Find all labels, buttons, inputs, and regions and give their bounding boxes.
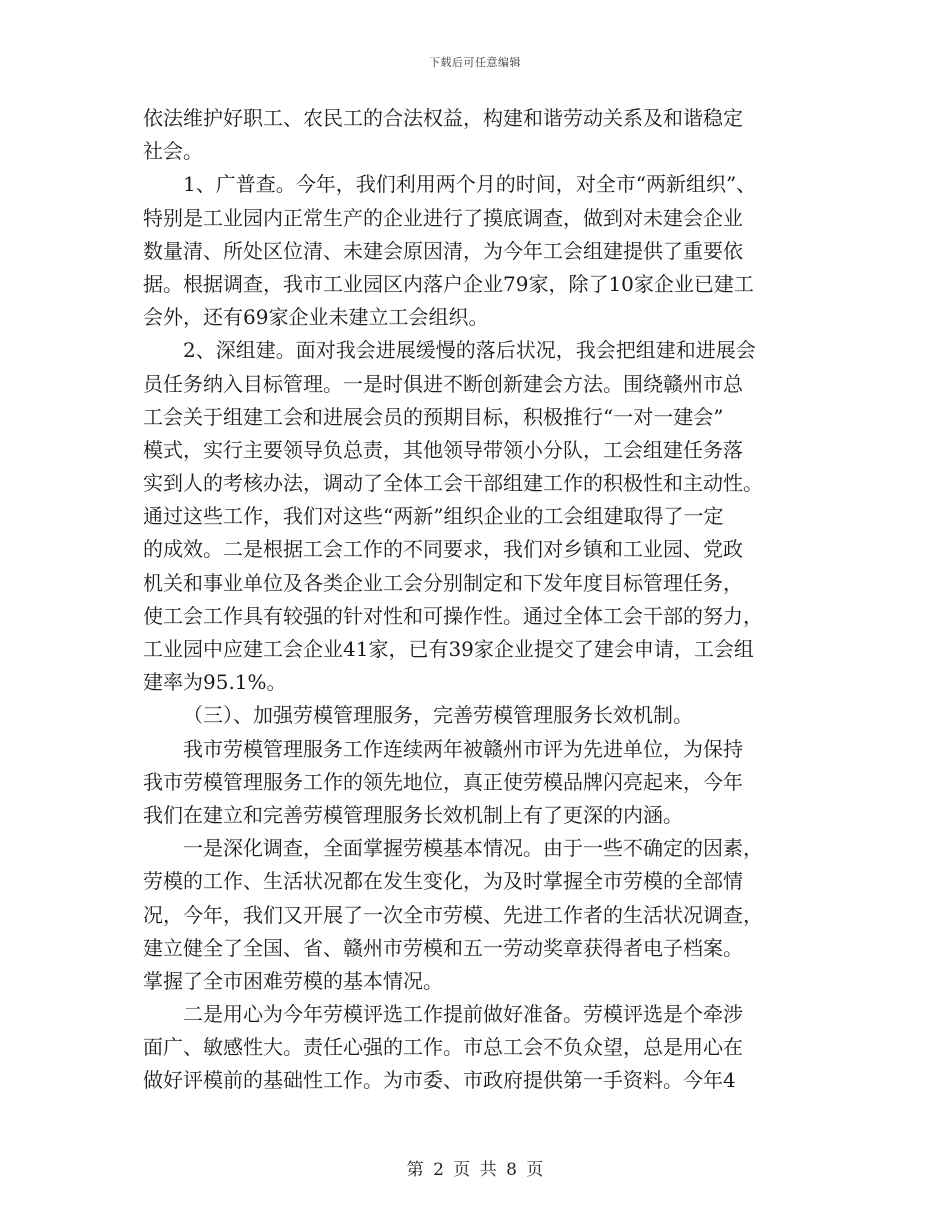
text-line: 2、深组建。面对我会进展缓慢的落后状况，我会把组建和进展会 (183, 338, 756, 363)
text-line: 一是深化调查，全面掌握劳模基本情况。由于一些不确定的因素， (183, 836, 763, 861)
text-line: （三）、加强劳模管理服务，完善劳模管理服务长效机制。 (183, 703, 693, 728)
text-line: 掌握了全市困难劳模的基本情况。 (143, 968, 443, 993)
text-line: 依法维护好职工、农民工的合法权益，构建和谐劳动关系及和谐稳定 (143, 106, 743, 130)
text-line: 建立健全了全国、省、赣州市劳模和五一劳动奖章获得者电子档案。 (143, 935, 743, 960)
text-line: 劳模的工作、生活状况都在发生变化，为及时掌握全市劳模的全部情 (143, 869, 743, 894)
text-line: 通过这些工作，我们对这些“两新”组织企业的工会组建取得了一定 (143, 504, 724, 529)
text-line: 做好评模前的基础性工作。为市委、市政府提供第一手资料。今年4 (143, 1068, 736, 1093)
text-line: 会外，还有69家企业未建立工会组织。 (143, 305, 489, 330)
text-line: 员任务纳入目标管理。一是时俱进不断创新建会方法。围绕赣州市总 (143, 371, 743, 396)
document-body (143, 102, 803, 1098)
text-line: 机关和事业单位及各类企业工会分别制定和下发年度目标管理任务， (143, 570, 743, 595)
text-line: 实到人的考核办法，调动了全体工会干部组建工作的积极性和主动性。 (143, 471, 763, 496)
text-line: 况，今年，我们又开展了一次全市劳模、先进工作者的生活状况调查， (143, 902, 763, 927)
text-line: 数量清、所处区位清、未建会原因清，为今年工会组建提供了重要依 (143, 238, 743, 263)
page-header: 下载后可任意编辑 (429, 56, 521, 69)
text-line: 我们在建立和完善劳模管理服务长效机制上有了更深的内涵。 (143, 802, 683, 827)
text-line: 1、广普查。今年，我们利用两个月的时间，对全市“两新组织”、 (183, 172, 757, 197)
text-line: 建率为95.1%。 (143, 670, 287, 695)
text-line: 二是用心为今年劳模评选工作提前做好准备。劳模评选是个牵涉 (183, 1002, 743, 1027)
text-line: 使工会工作具有较强的针对性和可操作性。通过全体工会干部的努力， (143, 603, 763, 628)
text-line: 我市劳模管理服务工作连续两年被赣州市评为先进单位，为保持 (183, 736, 743, 761)
text-line: 模式，实行主要领导负总责，其他领导带领小分队，工会组建任务落 (143, 437, 743, 462)
text-line: 工业园中应建工会企业41家，已有39家企业提交了建会申请，工会组 (143, 637, 754, 661)
text-line: 特别是工业园内正常生产的企业进行了摸底调查，做到对未建会企业 (143, 205, 743, 230)
text-line: 工会关于组建工会和进展会员的预期目标，积极推行“一对一建会” (143, 404, 724, 429)
text-line: 社会。 (143, 139, 203, 164)
page-footer: 第 2 页 共 8 页 (406, 1160, 544, 1180)
text-line: 据。根据调查，我市工业园区内落户企业79家，除了10家企业已建工 (143, 271, 754, 296)
text-line: 的成效。二是根据工会工作的不同要求，我们对乡镇和工业园、党政 (143, 537, 743, 562)
text-line: 我市劳模管理服务工作的领先地位，真正使劳模品牌闪亮起来，今年 (143, 769, 743, 794)
text-line: 面广、敏感性大。责任心强的工作。市总工会不负众望，总是用心在 (143, 1035, 743, 1060)
